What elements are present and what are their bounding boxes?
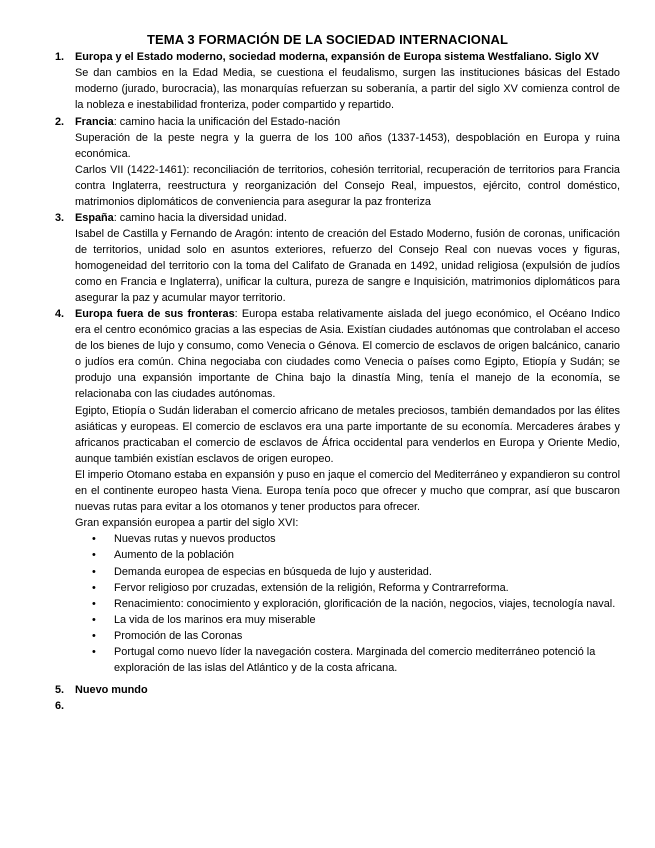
bullet-icon: •	[92, 565, 96, 578]
list-item	[75, 644, 620, 676]
paragraph: Egipto, Etiopía o Sudán lideraban el comercio africano de metales preciosos, también demandados por las élites asiáticas y europeas. El comercio de esclavos era una parte importante de su economía. Mercaderes árabes y africanos practicaban el comercio de esclavos de África occidental para venderlos en Europa y Oriente Medio, aunque también existían esclavos de origen europeo.	[75, 404, 620, 465]
section-heading: Europa fuera de sus fronteras	[75, 308, 235, 320]
section-number: 6.	[55, 700, 65, 712]
page-title: TEMA 3 FORMACIÓN DE LA SOCIEDAD INTERNACIONAL	[146, 32, 509, 47]
paragraph: Carlos VII (1422-1461): reconciliación de territorios, cohesión territorial, recuperación de territorios para Francia contra Inglaterra, reestructura y reorganización del Consejo Real, impuestos, ejército, control doméstico, matrimonios diplomáticos de conveniencia para asegurar la paz fronteriza	[75, 164, 620, 209]
section-5	[55, 682, 620, 698]
section-heading: Francia	[75, 116, 114, 128]
section-number: 2.	[55, 116, 65, 128]
list-item	[75, 547, 620, 563]
section-heading: España	[75, 212, 114, 224]
section-1	[55, 49, 620, 113]
list-item-text: Promoción de las Coronas	[114, 629, 243, 642]
list-item-text: Nuevas rutas y nuevos productos	[114, 533, 276, 546]
list-item-text: Renacimiento: conocimiento y exploración, glorificación de la nación, negocios, viajes, tecnología naval.	[114, 597, 616, 610]
section-heading-line	[75, 114, 620, 130]
section-4	[55, 306, 620, 676]
list-item	[75, 531, 620, 547]
list-item	[75, 580, 620, 596]
paragraph: El imperio Otomano estaba en expansión y puso en jaque el comercio del Mediterráneo y expandieron su control en el continente europeo hasta Viena. Europa tenía poco que ofrecer y mucho que comprar, así que buscaron nuevas rutas para evitar a los otomanos y tener productos para ofrecer.	[75, 468, 620, 514]
bullet-icon: •	[92, 645, 96, 658]
list-item	[75, 628, 620, 644]
list-item	[75, 612, 620, 628]
section-heading: Nuevo mundo	[75, 684, 148, 696]
bullet-icon: •	[92, 533, 96, 546]
paragraph: Gran expansión europea a partir del siglo XVI:	[75, 517, 299, 530]
list-item-text: Portugal como nuevo líder la navegación costera. Marginada del comercio mediterráneo potenció la exploración de las islas del Atlántico y de la costa africana.	[114, 645, 596, 675]
section-heading-line	[75, 306, 620, 403]
section-heading: Europa y el Estado moderno, sociedad moderna, expansión de Europa sistema Westfaliano. Siglo XV	[75, 51, 599, 63]
list-item-text: Aumento de la población	[114, 549, 234, 562]
section-3	[55, 210, 620, 307]
list-item	[75, 596, 620, 612]
list-item	[75, 564, 620, 580]
list-item-text: Fervor religioso por cruzadas, extensión de la religión, Reforma y Contrarreforma.	[114, 581, 509, 594]
bullet-icon: •	[92, 581, 96, 594]
list-item-text: La vida de los marinos era muy miserable	[114, 613, 316, 626]
paragraph: Isabel de Castilla y Fernando de Aragón: intento de creación del Estado Moderno, fusión de coronas, unificación de territorios, unidad solo en asuntos exteriores, refuerzo del Consejo Real con nuevas voces y figuras, homogeneidad del territorio con la toma del Califato de Granada en 1492, unidad religiosa (expulsión de judíos como en Francia e Inglaterra), unificar la cultura, pureza de sangre e Inquisición, matrimonios diplomáticos para asegurar la paz y acumular mayor territorio.	[75, 228, 620, 305]
section-heading-line	[75, 210, 620, 226]
section-heading-rest: : camino hacia la diversidad unidad.	[113, 212, 287, 224]
bullet-icon: •	[92, 613, 96, 626]
bullet-list	[75, 531, 620, 676]
section-number: 3.	[55, 212, 65, 224]
bullet-icon: •	[92, 629, 96, 642]
paragraph: Se dan cambios en la Edad Media, se cuestiona el feudalismo, surgen las instituciones básicas del Estado moderno (jurado, burocracia), las monarquías refuerzan su soberanía, a partir del siglo XV comienza control de la nobleza e inestabilidad fronteriza, poder compartido y repartido.	[75, 67, 620, 112]
bullet-icon: •	[92, 549, 96, 562]
section-heading-rest: : camino hacia la unificación del Estado-nación	[113, 116, 341, 128]
bullet-icon: •	[92, 597, 96, 610]
section-number: 1.	[55, 51, 65, 63]
section-heading-rest: : Europa estaba relativamente aislada del juego económico, el Océano Indico era el centro económico gracias a las especias de Asia. Existían ciudades autónomas que controlaban el acceso de los bienes de lujo y consumo, como Venecia o Génova. El comercio de esclavos de origen balcánico, canario o judíos era común. China negociaba con ciudades como Venecia o países como Egipto, Etiopía y Sudán; se produjo una expansión importante de China bajo la dinastía Ming, tenía el manejo de la economía, se relacionaba con las ciudades autónomas.	[75, 308, 620, 401]
section-2	[55, 114, 620, 211]
list-item-text: Demanda europea de especias en búsqueda de lujo y austeridad.	[114, 565, 432, 578]
paragraph: Superación de la peste negra y la guerra de los 100 años (1337-1453), despoblación en Europa y ruina económica.	[75, 132, 620, 161]
section-number: 4.	[55, 308, 65, 320]
section-number: 5.	[55, 684, 65, 696]
